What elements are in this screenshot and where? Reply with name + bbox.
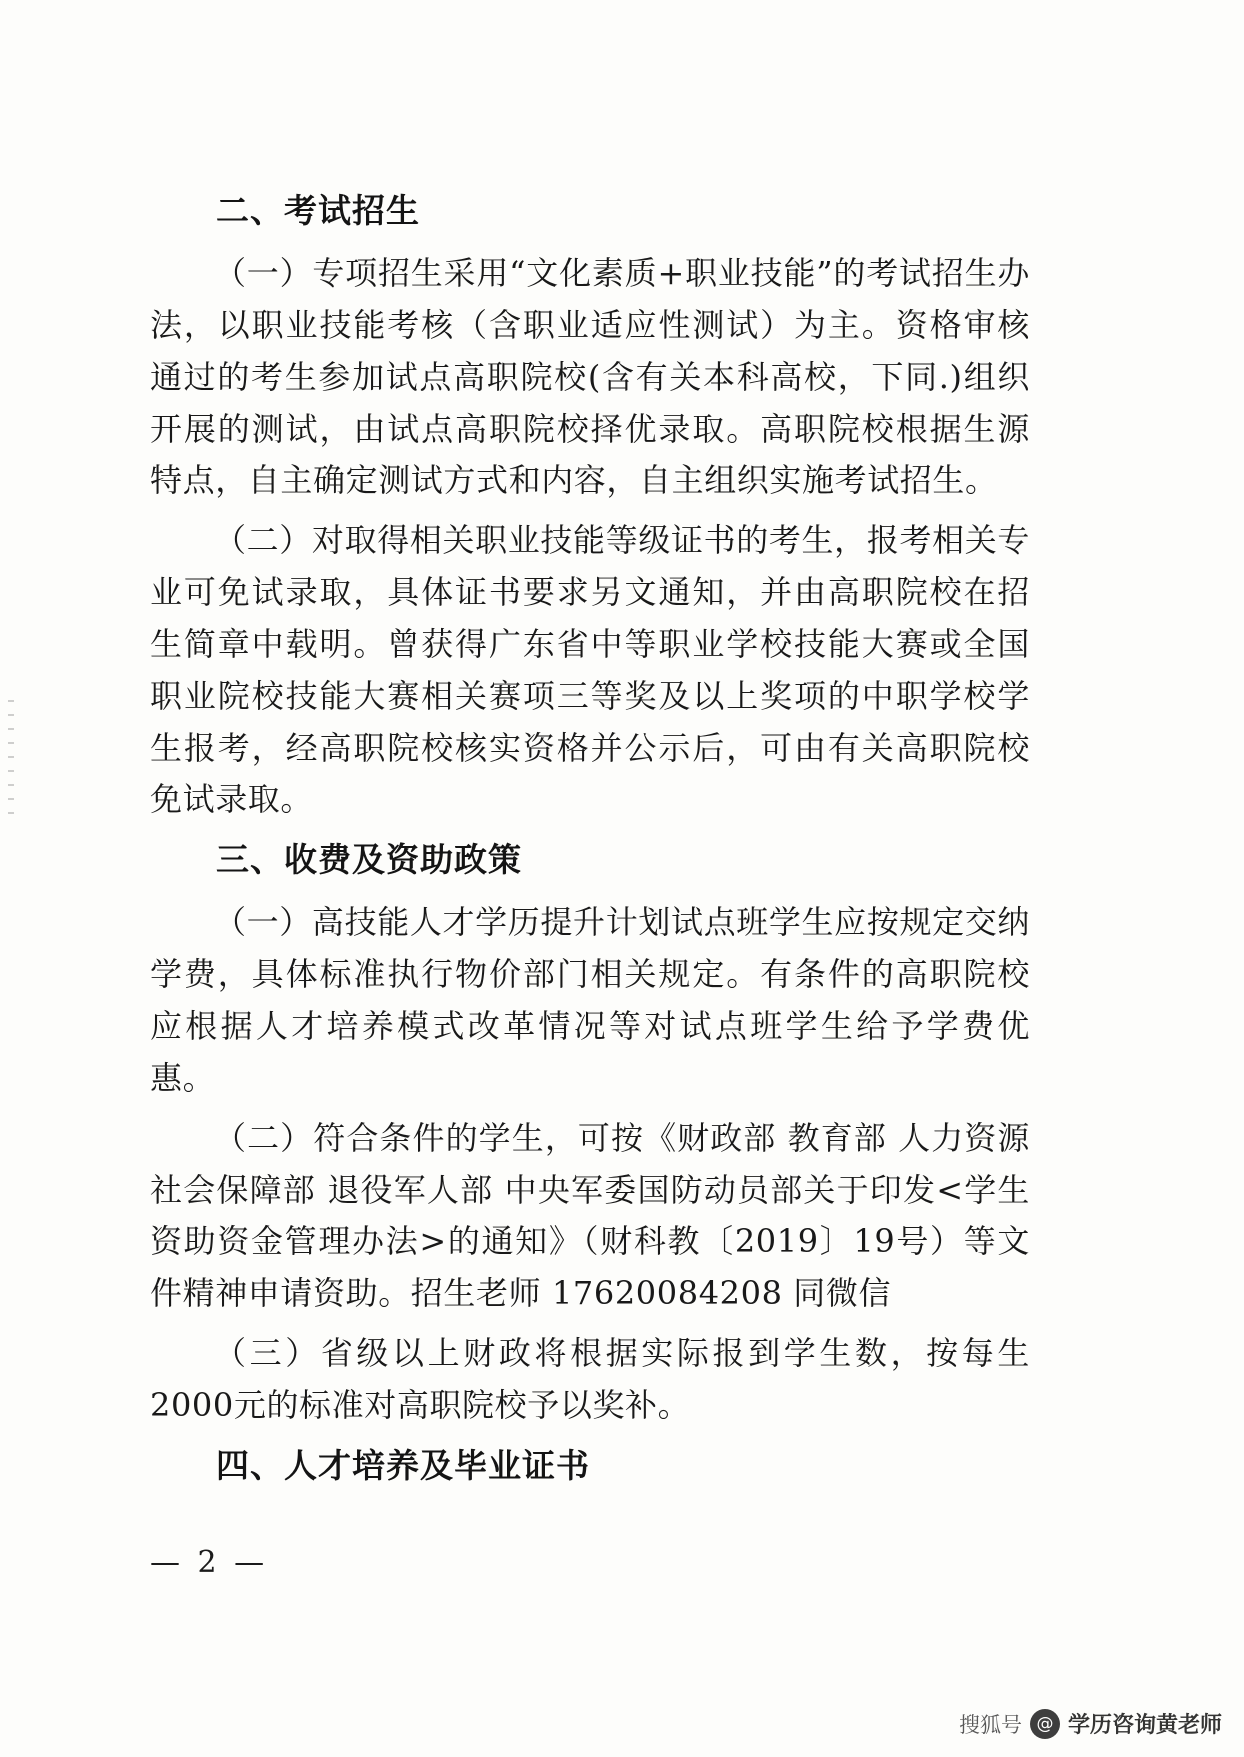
- section-heading-four: 四、人才培养及毕业证书: [216, 1445, 590, 1485]
- scan-artifact: [8, 700, 14, 820]
- watermark-account-name: 学历咨询黄老师: [1067, 1713, 1222, 1738]
- section-heading-two: 二、考试招生: [216, 191, 420, 230]
- document-body: [150, 185, 1030, 1503]
- paragraph-3-3: （三）省级以上财政将根据实际报到学生数，按每生2000元的标准对高职院校予以奖补。: [150, 1334, 1030, 1424]
- paragraph-3-2: （二）符合条件的学生，可按《财政部 教育部 人力资源社会保障部 退役军人部 中央军委国防动员部关于印发<学生资助资金管理办法>的通知》（财科教〔2019〕19号）等文件精神申请资助。招生老师 17620084208 同微信: [150, 1118, 1030, 1313]
- section-heading-three: 三、收费及资助政策: [216, 840, 522, 880]
- paragraph-3-1: （一）高技能人才学历提升计划试点班学生应按规定交纳学费，具体标准执行物价部门相关规定。有条件的高职院校应根据人才培养模式改革情况等对试点班学生给予学费优惠。: [150, 903, 1030, 1097]
- page-number: — 2 —: [150, 1545, 269, 1580]
- paragraph-2-1: （一）专项招生采用“文化素质+职业技能”的考试招生办法，以职业技能考核（含职业适应性测试）为主。资格审核通过的考生参加试点高职院校(含有关本科高校，下同.)组织开展的测试，由试点高职院校择优录取。高职院校根据生源特点，自主确定测试方式和内容，自主组织实施考试招生。: [150, 254, 1030, 500]
- paragraph-2-2: （二）对取得相关职业技能等级证书的考生，报考相关专业可免试录取，具体证书要求另文通知，并由高职院校在招生简章中载明。曾获得广东省中等职业学校技能大赛或全国职业院校技能大赛相关赛项三等奖及以上奖项的中职学校学生报考，经高职院校核实资格并公示后，可由有关高职院校免试录取。: [150, 521, 1030, 819]
- watermark: [959, 1708, 1222, 1739]
- watermark-platform-label: 搜狐号: [958, 1712, 1022, 1737]
- watermark-badge-icon: @: [1030, 1709, 1060, 1739]
